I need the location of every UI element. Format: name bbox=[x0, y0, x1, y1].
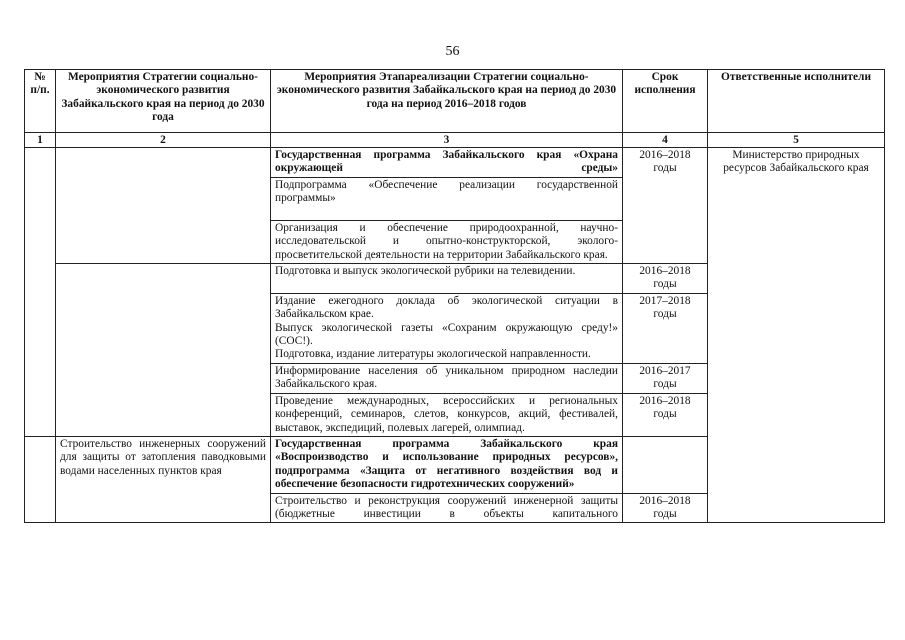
table-row bbox=[25, 148, 885, 178]
term-cell: 2017–2018 годы bbox=[623, 293, 708, 363]
column-number: 4 bbox=[623, 133, 708, 148]
header-number: № п/п. bbox=[25, 70, 56, 133]
activity-cell: Подготовка и выпуск экологической рубрики на телевидении. bbox=[271, 264, 623, 294]
activity-cell: Информирование населения об уникальном природном наследии Забайкальского края. bbox=[271, 363, 623, 393]
header-strategy-activities: Мероприятия Стратегии социально-экономического развития Забайкальского края на период до 2030 года bbox=[56, 70, 271, 133]
activity-cell: Государственная программа Забайкальского края «Охрана окружающей среды» bbox=[271, 148, 623, 178]
strategy-cell bbox=[56, 264, 271, 437]
strategy-cell: Строительство инженерных сооружений для защиты от затопления паводковыми водами населенных пунктов края bbox=[56, 436, 271, 522]
column-number: 2 bbox=[56, 133, 271, 148]
term-cell: 2016–2017 годы bbox=[623, 363, 708, 393]
page-number: 56 bbox=[445, 44, 460, 59]
column-number-row bbox=[25, 133, 885, 148]
responsible-cell: Министерство природных ресурсов Забайкальского края bbox=[708, 148, 885, 523]
table-header-row bbox=[25, 70, 885, 133]
activity-cell: Проведение международных, всероссийских и региональных конференций, семинаров, слетов, конкурсов, акций, фестивалей, выставок, экспедиций, полевых лагерей, олимпиад. bbox=[271, 393, 623, 436]
header-term: Срок исполнения bbox=[623, 70, 708, 133]
term-cell: 2016–2018 годы bbox=[623, 264, 708, 294]
activity-text: Подготовка, издание литературы экологической направленности. bbox=[275, 348, 591, 361]
activity-cell: Строительство и реконструкция сооружений инженерной защиты (бюджетные инвестиции в объекты капитального bbox=[271, 493, 623, 523]
activity-cell: Государственная программа Забайкальского края «Воспроизводство и использование природных ресурсов», подпрограмма «Защита от негативного воздействия вод и обеспечение безопасности гидротехнических сооружений» bbox=[271, 436, 623, 493]
activity-text: Выпуск экологической газеты «Сохраним окружающую среду!» (СОС!). bbox=[275, 321, 618, 348]
term-cell bbox=[623, 436, 708, 493]
term-cell: 2016–2018 годы bbox=[623, 148, 708, 264]
header-stage-activities: Мероприятия Этапареализации Стратегии социально-экономического развития Забайкальского края на период до 2030 года на период 2016–2018 годов bbox=[271, 70, 623, 133]
header-responsible: Ответственные исполнители bbox=[708, 70, 885, 133]
strategy-cell bbox=[56, 148, 271, 264]
strategy-table bbox=[24, 69, 885, 523]
activity-cell bbox=[271, 293, 623, 363]
activity-text: Издание ежегодного доклада об экологической ситуации в Забайкальском крае. bbox=[275, 294, 618, 321]
column-number: 1 bbox=[25, 133, 56, 148]
column-number: 3 bbox=[271, 133, 623, 148]
activity-cell: Подпрограмма «Обеспечение реализации государственной программы» bbox=[271, 177, 623, 220]
row-number-cell bbox=[25, 436, 56, 522]
column-number: 5 bbox=[708, 133, 885, 148]
row-number-cell bbox=[25, 148, 56, 437]
activity-cell: Организация и обеспечение природоохранной, научно-исследовательской и опытно-конструкторской, эколого-просветительской деятельности на территории Забайкальского края. bbox=[271, 220, 623, 263]
term-cell: 2016–2018 годы bbox=[623, 493, 708, 523]
term-cell: 2016–2018 годы bbox=[623, 393, 708, 436]
